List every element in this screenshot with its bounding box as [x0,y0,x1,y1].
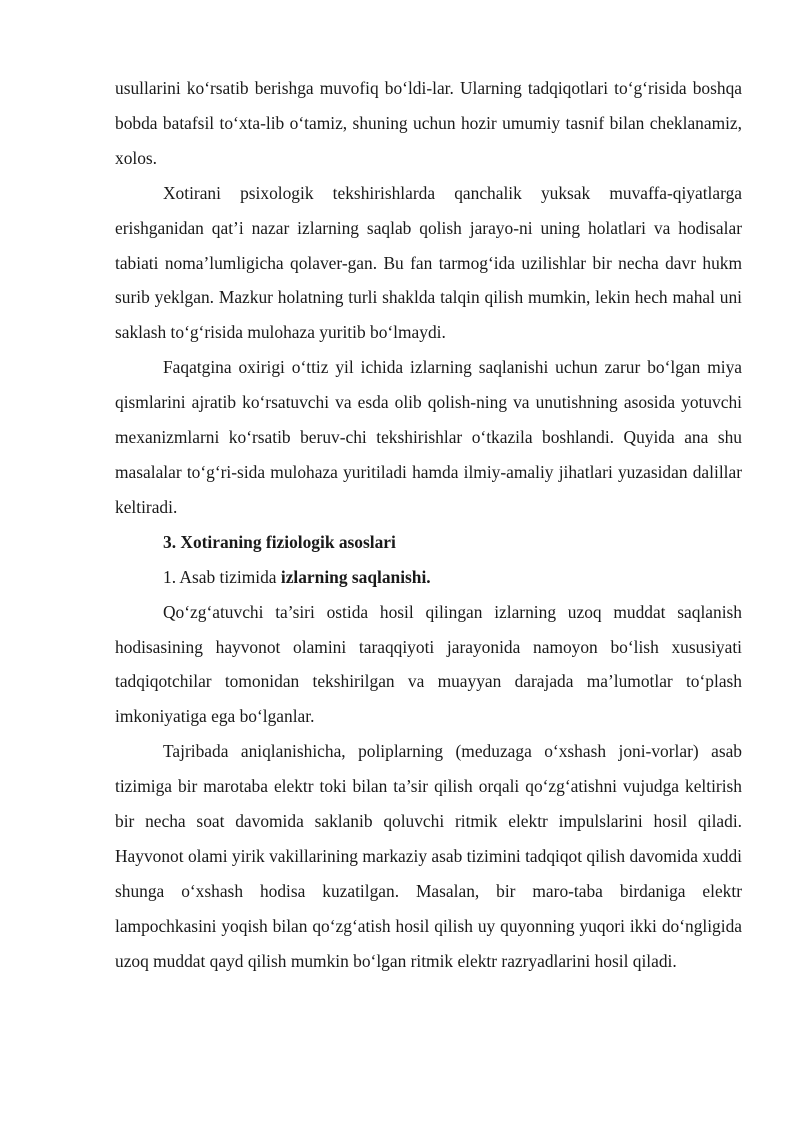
section-heading: 3. Xotiraning fiziologik asoslari [163,531,396,552]
subsection-number-text: 1. Asab tizimida [163,566,281,587]
subsection-bold-text: izlarning saqlanishi. [280,566,431,587]
paragraph: Xotirani psixologik tekshirishlarda qanchalik yuksak muvaffa-qiyatlarga erishganidan qat’i nazar izlarning saqlab qolish jarayo-ni uning holatlari va hodisalar tabiati noma’lumligicha qolaver-gan. Bu fan tarmog‘ida uzilishlar bir necha davr hukm surib yeklgan. Mazkur holatning turli shaklda talqin qilish mumkin, lekin hech mahal uni saklash to‘g‘risida mulohaza yuritib bo‘lmaydi. [115,182,742,343]
paragraph: Qo‘zg‘atuvchi ta’siri ostida hosil qilingan izlarning uzoq muddat saqlanish hodisasining hayvonot olamini taraqqiyoti jarayonida namoyon bo‘lish xususiyati tadqiqotchilar tomonidan tekshirilgan va muayyan darajada ma’lumotlar to‘plash imkoniyatiga ega bo‘lganlar. [115,601,742,727]
paragraph: usullarini ko‘rsatib berishga muvofiq bo‘ldi-lar. Ularning tadqiqotlari to‘g‘risida boshqa bobda batafsil to‘xta-lib o‘tamiz, shuning uchun hozir umumiy tasnif bilan cheklanamiz, xolos. [115,78,742,168]
subsection-heading [115,560,742,595]
document-page [115,71,742,979]
paragraph: Tajribada aniqlanishicha, poliplarning (meduzaga o‘xshash joni-vorlar) asab tizimiga bir marotaba elektr toki bilan ta’sir qilish orqali qo‘zg‘atishni vujudga keltirish bir necha soat davomida saklanib qoluvchi ritmik elektr impulslarini hosil qiladi. Hayvonot olami yirik vakillarining markaziy asab tizimini tadqiqot qilish davomida xuddi shunga o‘xshash hodisa kuzatilgan. Masalan, bir maro-taba birdaniga elektr lampochkasini yoqish bilan qo‘zg‘atish hosil qilish uy quyonning yuqori ikki do‘ngligida uzoq muddat qayd qilish mumkin bo‘lgan ritmik elektr razryadlarini hosil qiladi. [115,741,742,971]
paragraph: Faqatgina oxirigi o‘ttiz yil ichida izlarning saqlanishi uchun zarur bo‘lgan miya qismlarini ajratib ko‘rsatuvchi va esda olib qolish-ning va unutishning asosida yotuvchi mexanizmlarni ko‘rsatib beruv-chi tekshirishlar o‘tkazila boshlandi. Quyida ana shu masalalar to‘g‘ri-sida mulohaza yuritiladi hamda ilmiy-amaliy jihatlari yuzasidan dalillar keltiradi. [115,357,742,517]
